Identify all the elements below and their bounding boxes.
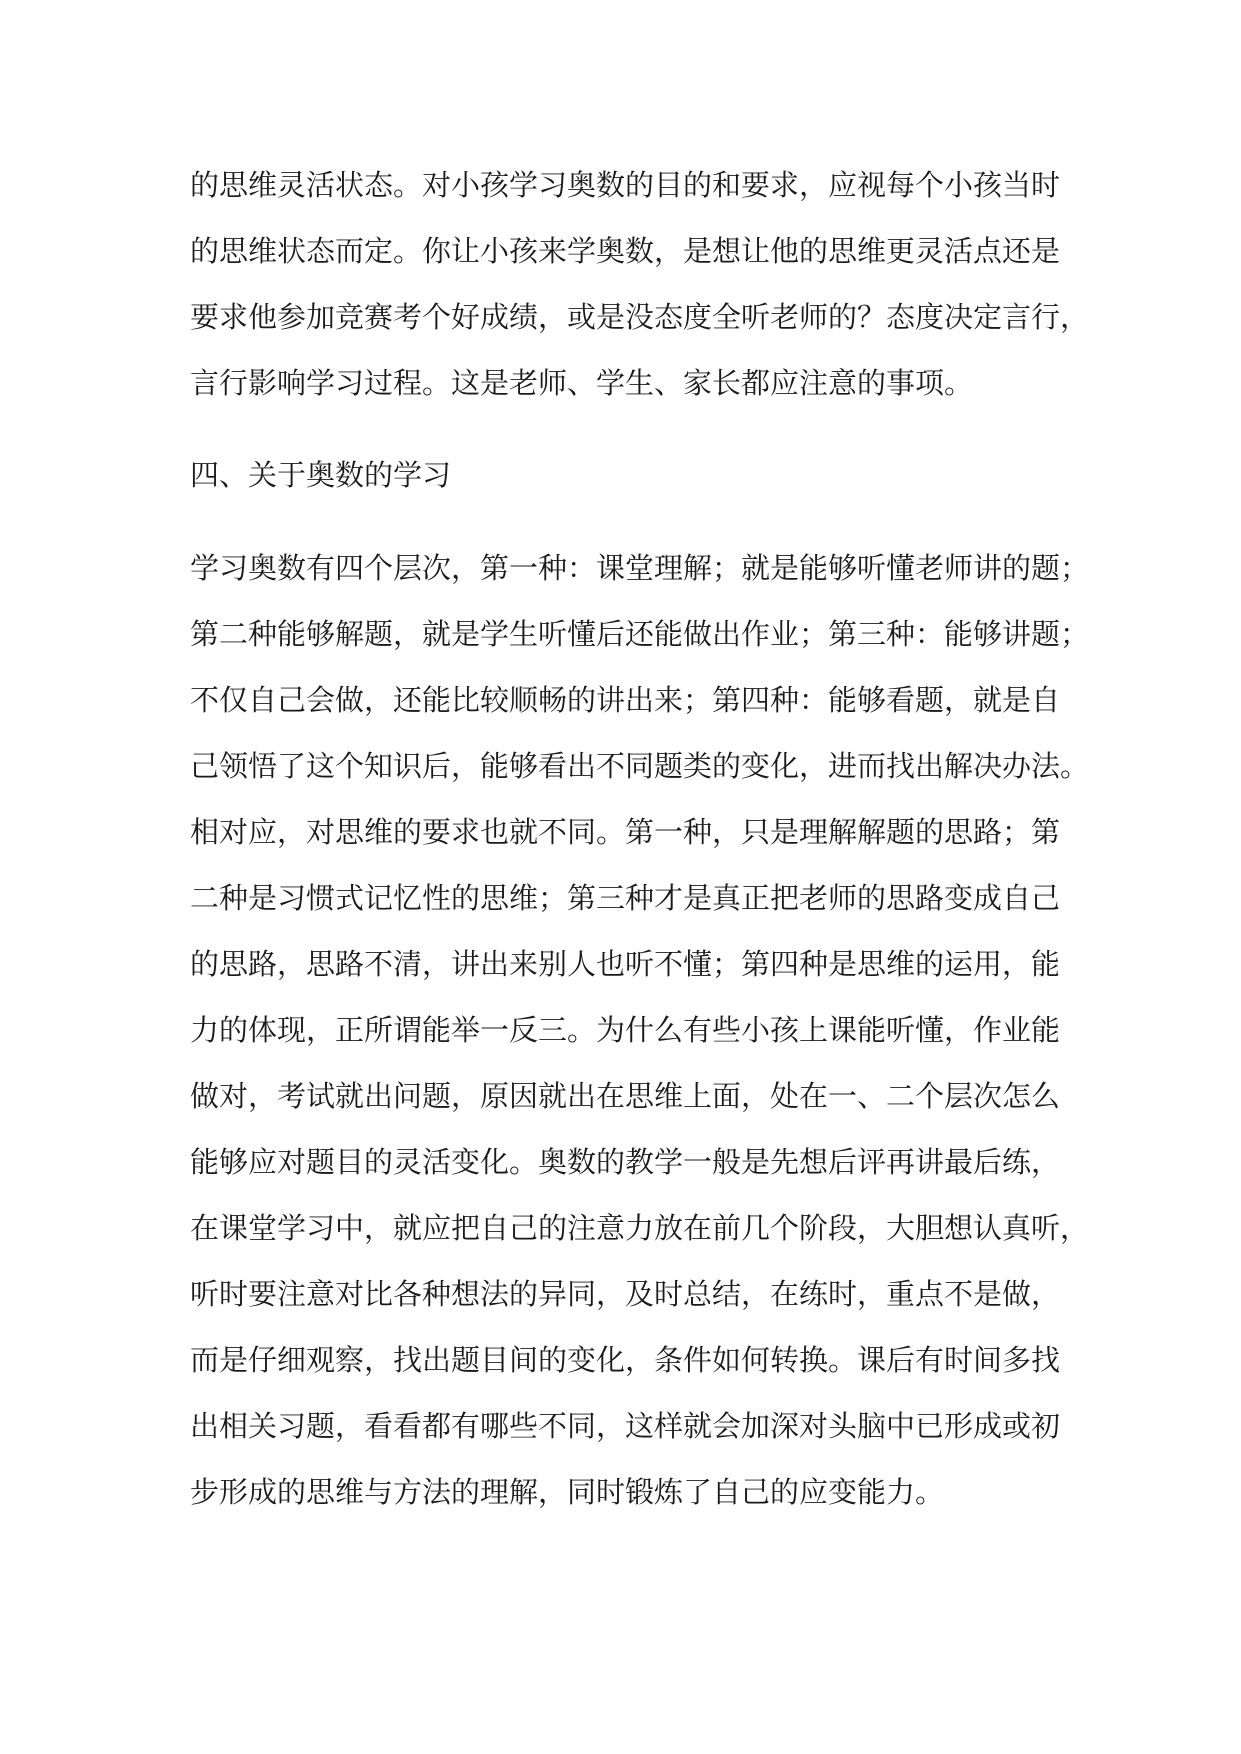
text-line: 二种是习惯式记忆性的思维；第三种才是真正把老师的思路变成自己 — [190, 881, 1061, 915]
section-heading: 四、关于奥数的学习 — [190, 458, 452, 492]
text-line: 不仅自己会做，还能比较顺畅的讲出来；第四种：能够看题，就是自 — [190, 683, 1061, 717]
text-line: 第二种能够解题，就是学生听懂后还能做出作业；第三种：能够讲题； — [190, 617, 1090, 651]
text-line: 相对应，对思维的要求也就不同。第一种，只是理解解题的思路；第 — [190, 815, 1061, 849]
text-line: 步形成的思维与方法的理解，同时锻炼了自己的应变能力。 — [190, 1475, 945, 1509]
text-line: 出相关习题，看看都有哪些不同，这样就会加深对头脑中已形成或初 — [190, 1409, 1061, 1443]
text-line: 要求他参加竞赛考个好成绩，或是没态度全听老师的？态度决定言行， — [190, 300, 1090, 334]
text-line: 力的体现，正所谓能举一反三。为什么有些小孩上课能听懂，作业能 — [190, 1013, 1061, 1047]
text-line: 言行影响学习过程。这是老师、学生、家长都应注意的事项。 — [190, 366, 974, 400]
text-line: 能够应对题目的灵活变化。奥数的教学一般是先想后评再讲最后练， — [190, 1145, 1061, 1179]
text-line: 的思维状态而定。你让小孩来学奥数，是想让他的思维更灵活点还是 — [190, 234, 1061, 268]
text-line: 己领悟了这个知识后，能够看出不同题类的变化，进而找出解决办法。 — [190, 749, 1090, 783]
text-line: 在课堂学习中，就应把自己的注意力放在前几个阶段，大胆想认真听， — [190, 1211, 1090, 1245]
text-line: 而是仔细观察，找出题目间的变化，条件如何转换。课后有时间多找 — [190, 1343, 1061, 1377]
text-line: 的思路，思路不清，讲出来别人也听不懂；第四种是思维的运用，能 — [190, 947, 1061, 981]
text-line: 听时要注意对比各种想法的异同，及时总结，在练时，重点不是做， — [190, 1277, 1061, 1311]
text-line: 做对，考试就出问题，原因就出在思维上面，处在一、二个层次怎么 — [190, 1079, 1061, 1113]
text-line: 的思维灵活状态。对小孩学习奥数的目的和要求，应视每个小孩当时 — [190, 168, 1061, 202]
text-line: 学习奥数有四个层次，第一种：课堂理解；就是能够听懂老师讲的题； — [190, 551, 1090, 585]
